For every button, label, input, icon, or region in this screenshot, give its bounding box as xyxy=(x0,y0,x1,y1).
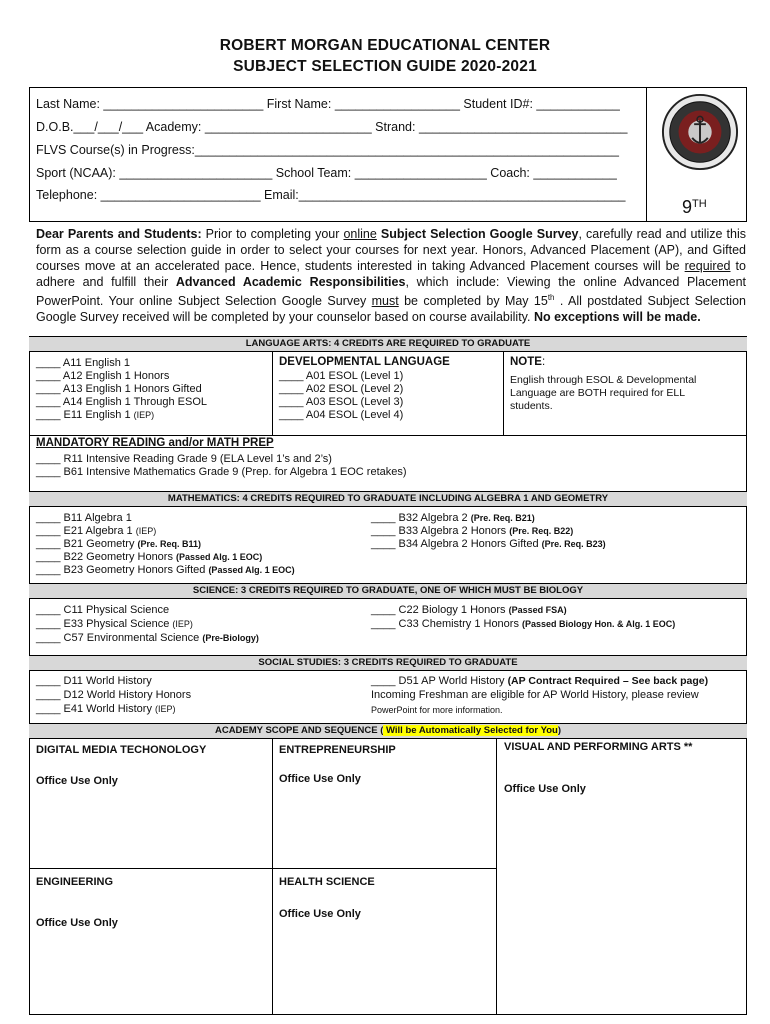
la-course[interactable]: ____ A13 English 1 Honors Gifted xyxy=(36,383,202,395)
reading-course[interactable]: ____ R11 Intensive Reading Grade 9 (ELA Level 1’s and 2’s) xyxy=(36,453,332,465)
math-course[interactable]: ____ B32 Algebra 2 (Pre. Req. B21) xyxy=(371,512,535,524)
office-use-only: Office Use Only xyxy=(36,917,118,929)
intro-paragraph: Dear Parents and Students: Prior to completing your online Subject Selection Google Survey, carefully read and utilize this form as a course selection guide in order to select your courses for next year. Honors, Advanced Placement (AP), and Gifted courses move at an accelerated pace. Hence, students interested in taking Advanced Placement courses will be required to adhere and fulfill their Advanced Academic Responsibilities, which include: Viewing the online Advanced Placement PowerPoint. Your online Subject Selection Google Survey must be completed by May 15th . All postdated Subject Selection Google Survey received will be completed by your counselor based on course availability. No exceptions will be made. xyxy=(36,227,747,325)
dev-course[interactable]: ____ A02 ESOL (Level 2) xyxy=(279,383,404,395)
office-use-only: Office Use Only xyxy=(279,773,361,785)
academy-header: ACADEMY SCOPE AND SEQUENCE ( Will be Automatically Selected for You) xyxy=(29,723,747,739)
math-course[interactable]: ____ E21 Algebra 1 (IEP) xyxy=(36,525,157,537)
academy-visual-performing-arts: VISUAL AND PERFORMING ARTS ** xyxy=(504,741,693,753)
note-text: Language are BOTH required for ELL xyxy=(510,387,686,399)
dev-course[interactable]: ____ A04 ESOL (Level 4) xyxy=(279,409,404,421)
document-title: ROBERT MORGAN EDUCATIONAL CENTER xyxy=(219,37,551,54)
science-header: SCIENCE: 3 CREDITS REQUIRED TO GRADUATE, ONE OF WHICH MUST BE BIOLOGY xyxy=(29,583,747,599)
dev-course[interactable]: ____ A01 ESOL (Level 1) xyxy=(279,370,404,382)
la-course[interactable]: ____ A14 English 1 Through ESOL xyxy=(36,396,208,408)
academy-entrepreneurship: ENTREPRENEURSHIP xyxy=(279,744,396,756)
science-course[interactable]: ____ E33 Physical Science (IEP) xyxy=(36,618,193,630)
math-course[interactable]: ____ B23 Geometry Honors Gifted (Passed Alg. 1 EOC) xyxy=(36,564,295,576)
note-text: students. xyxy=(510,400,553,412)
grade-level: 9TH xyxy=(682,197,707,217)
note-text: English through ESOL & Developmental xyxy=(510,374,697,386)
academy-health-science: HEALTH SCIENCE xyxy=(279,876,375,888)
language-arts-header: LANGUAGE ARTS: 4 CREDITS ARE REQUIRED TO GRADUATE xyxy=(29,336,747,352)
social-studies-header: SOCIAL STUDIES: 3 CREDITS REQUIRED TO GRADUATE xyxy=(29,655,747,671)
dob-academy-line[interactable]: D.O.B.___/___/___ Academy: ________________________ Strand: ______________________________ xyxy=(36,120,628,134)
social-course[interactable]: ____ D12 World History Honors xyxy=(36,689,192,701)
sport-line[interactable]: Sport (NCAA): ______________________ School Team: ___________________ Coach: ____________ xyxy=(36,166,617,180)
school-seal-icon xyxy=(661,93,739,171)
math-course[interactable]: ____ B11 Algebra 1 xyxy=(36,512,132,524)
la-course[interactable]: ____ A12 English 1 Honors xyxy=(36,370,170,382)
ap-world-history[interactable]: ____ D51 AP World History (AP Contract Required – See back page) xyxy=(371,675,709,687)
math-course[interactable]: ____ B33 Algebra 2 Honors (Pre. Req. B22) xyxy=(371,525,574,537)
office-use-only: Office Use Only xyxy=(504,783,586,795)
science-course[interactable]: ____ C11 Physical Science xyxy=(36,604,170,616)
dev-language-title: DEVELOPMENTAL LANGUAGE xyxy=(279,356,450,368)
ap-note: PowerPoint for more information. xyxy=(371,705,503,715)
note-title: NOTE: xyxy=(510,356,546,368)
la-course[interactable]: ____ A11 English 1 xyxy=(36,357,130,369)
science-course[interactable]: ____ C33 Chemistry 1 Honors (Passed Biology Hon. & Alg. 1 EOC) xyxy=(371,618,676,630)
math-prep-course[interactable]: ____ B61 Intensive Mathematics Grade 9 (Prep. for Algebra 1 EOC retakes) xyxy=(36,466,407,478)
reading-title: MANDATORY READING and/or MATH PREP xyxy=(36,437,274,449)
document-subtitle: SUBJECT SELECTION GUIDE 2020-2021 xyxy=(233,58,537,75)
social-course[interactable]: ____ D11 World History xyxy=(36,675,152,687)
academy-engineering: ENGINEERING xyxy=(36,876,114,888)
academy-digital-media: DIGITAL MEDIA TECHONOLOGY xyxy=(36,744,207,756)
math-header: MATHEMATICS: 4 CREDITS REQUIRED TO GRADUATE INCLUDING ALGEBRA 1 AND GEOMETRY xyxy=(29,491,747,507)
math-course[interactable]: ____ B34 Algebra 2 Honors Gifted (Pre. Req. B23) xyxy=(371,538,606,550)
la-course[interactable]: ____ E11 English 1 (IEP) xyxy=(36,409,155,421)
math-course[interactable]: ____ B21 Geometry (Pre. Req. B11) xyxy=(36,538,202,550)
flvs-line[interactable]: FLVS Course(s) in Progress:_____________________________________________________________ xyxy=(36,143,619,157)
science-course[interactable]: ____ C57 Environmental Science (Pre-Biology) xyxy=(36,632,259,644)
ap-note: Incoming Freshman are eligible for AP World History, please review xyxy=(371,689,699,701)
science-course[interactable]: ____ C22 Biology 1 Honors (Passed FSA) xyxy=(371,604,567,616)
contact-line[interactable]: Telephone: _______________________ Email:_______________________________________________ xyxy=(36,188,626,202)
name-id-line[interactable]: Last Name: _______________________ First Name: __________________ Student ID#: ____________ xyxy=(36,97,620,111)
dev-course[interactable]: ____ A03 ESOL (Level 3) xyxy=(279,396,404,408)
office-use-only: Office Use Only xyxy=(36,775,118,787)
social-course[interactable]: ____ E41 World History (IEP) xyxy=(36,703,176,715)
office-use-only: Office Use Only xyxy=(279,908,361,920)
math-course[interactable]: ____ B22 Geometry Honors (Passed Alg. 1 EOC) xyxy=(36,551,263,563)
